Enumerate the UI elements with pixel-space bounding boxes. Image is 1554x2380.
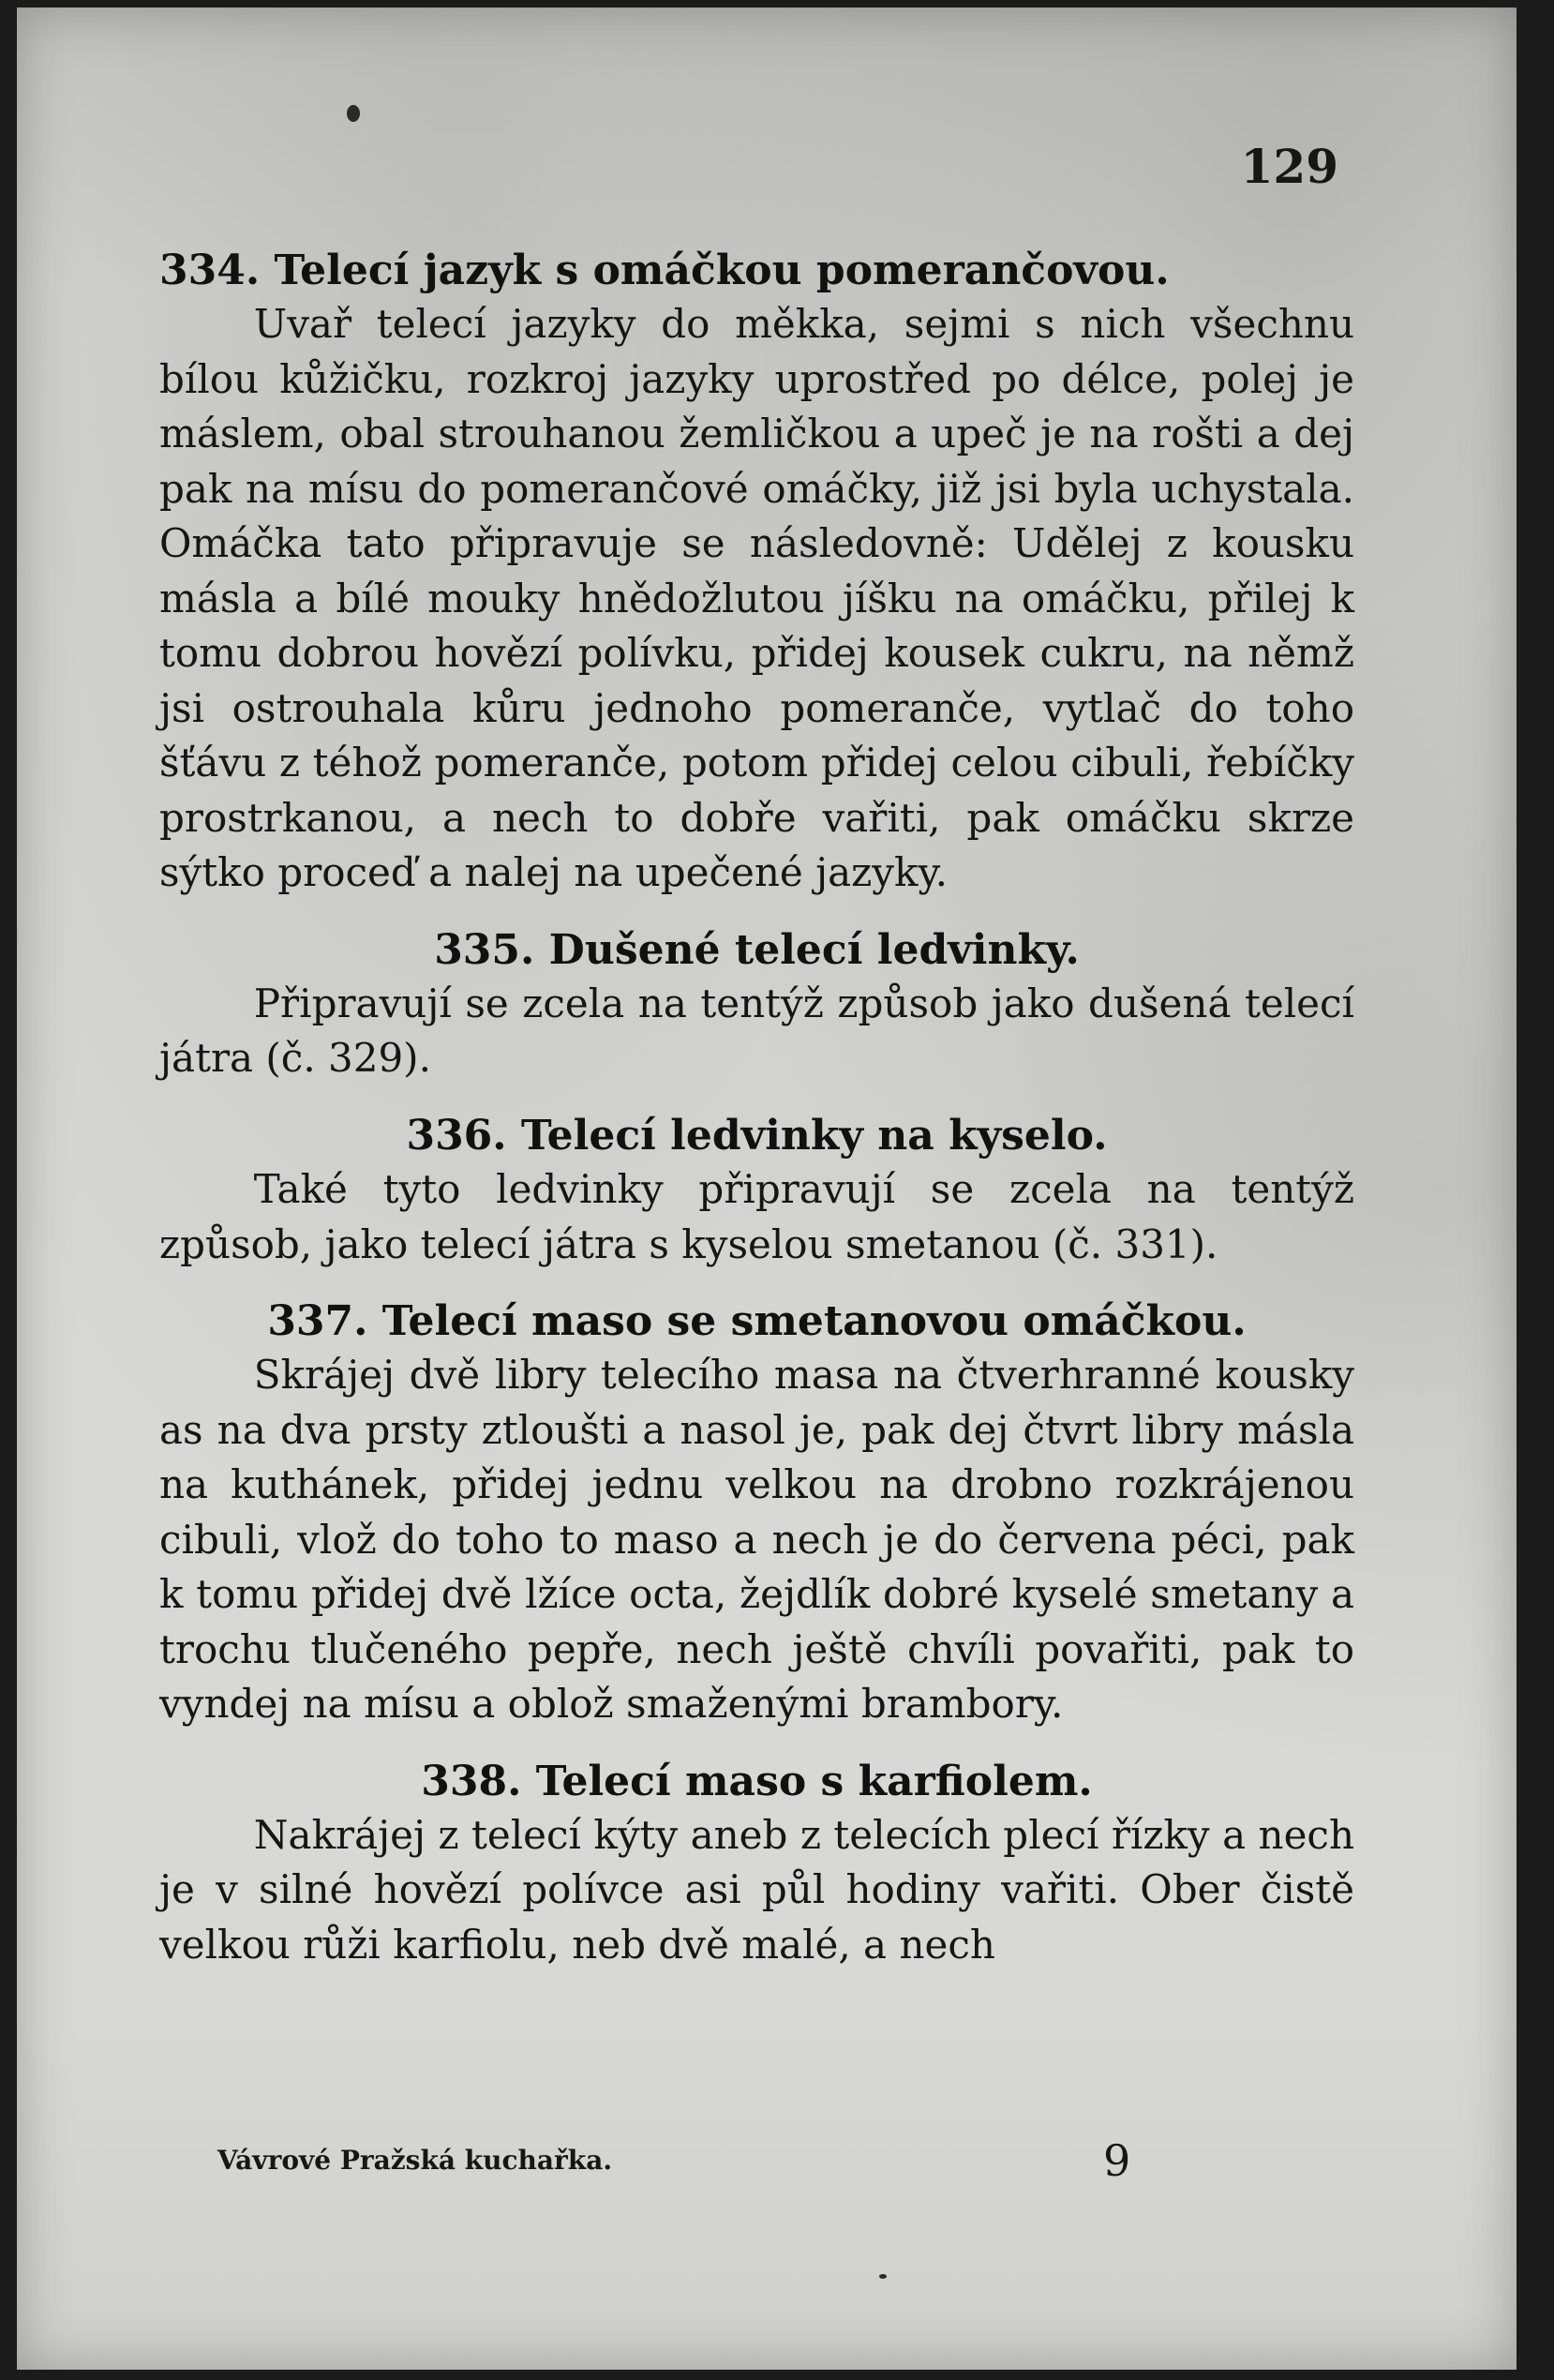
recipe-text: Skrájej dvě libry telecího masa na čtverhranné kousky as na dva prsty ztloušti a nasol je, pak dej čtvrt libry másla na kuthánek, přidej jednu velkou na drobno rozkrájenou cibuli, vlož do toho to maso a nech je do červena péci, pak k tomu přidej dvě lžíce octa, žejdlík dobré kyselé smetany a trochu tlučeného pepře, nech ještě chvíli povařiti, pak to vyndej na mísu a oblož smaženými brambory. [159,1352,1354,1728]
recipe-title: 337. Telecí maso se smetanovou omáčkou. [267,1297,1247,1346]
recipe-334 [159,244,1354,901]
recipe-text: Připravují se zcela na tentýž způsob jako dušená telecí játra (č. 329). [159,980,1354,1082]
signature-number: 9 [1103,2135,1131,2186]
recipe-text: Nakrájej z telecí kýty aneb z telecích plecí řízky a nech je v silné hovězí polívce asi půl hodiny vařiti. Ober čistě velkou růži karfiolu, neb dvě malé, a nech [159,1811,1354,1968]
recipe-title: 338. Telecí maso s karfiolem. [421,1757,1093,1805]
recipe-title: 335. Dušené telecí ledvinky. [434,925,1080,974]
recipe-336 [159,1109,1354,1272]
footer-book-title: Vávrové Pražská kuchařka. [217,2145,613,2176]
page-content [159,244,1354,1995]
ink-speck [879,2274,887,2279]
ink-speck [347,105,360,122]
recipe-338 [159,1755,1354,1973]
recipe-337 [159,1295,1354,1732]
recipe-335 [159,923,1354,1086]
page-footer [217,2135,1155,2186]
recipe-text: Také tyto ledvinky připravují se zcela na tentýž způsob, jako telecí játra s kyselou smetanou (č. 331). [159,1166,1354,1267]
recipe-text: Uvař telecí jazyky do měkka, sejmi s nich všechnu bílou kůžičku, rozkroj jazyky uprostřed po délce, polej je máslem, obal strouhanou žemličkou a upeč je na rošti a dej pak na mísu do pomerančové omáčky, již jsi byla uchystala. Omáčka tato připravuje se následovně: Udělej z kousku másla a bílé mouky hnědožlutou jíšku na omáčku, přilej k tomu dobrou hovězí polívku, přidej kousek cukru, na němž jsi ostrouhala kůru jednoho pomeranče, vytlač do toho šťávu z téhož pomeranče, potom přidej celou cibuli, řebíčky prostrkanou, a nech to dobře vařiti, pak omáčku skrze sýtko proceď a nalej na upečené jazyky. [159,301,1354,896]
page-number: 129 [1240,139,1338,194]
recipe-title: 336. Telecí ledvinky na kyselo. [406,1111,1108,1160]
book-page [17,7,1517,2370]
recipe-title: 334. Telecí jazyk s omáčkou pomerančovou. [159,247,1170,294]
